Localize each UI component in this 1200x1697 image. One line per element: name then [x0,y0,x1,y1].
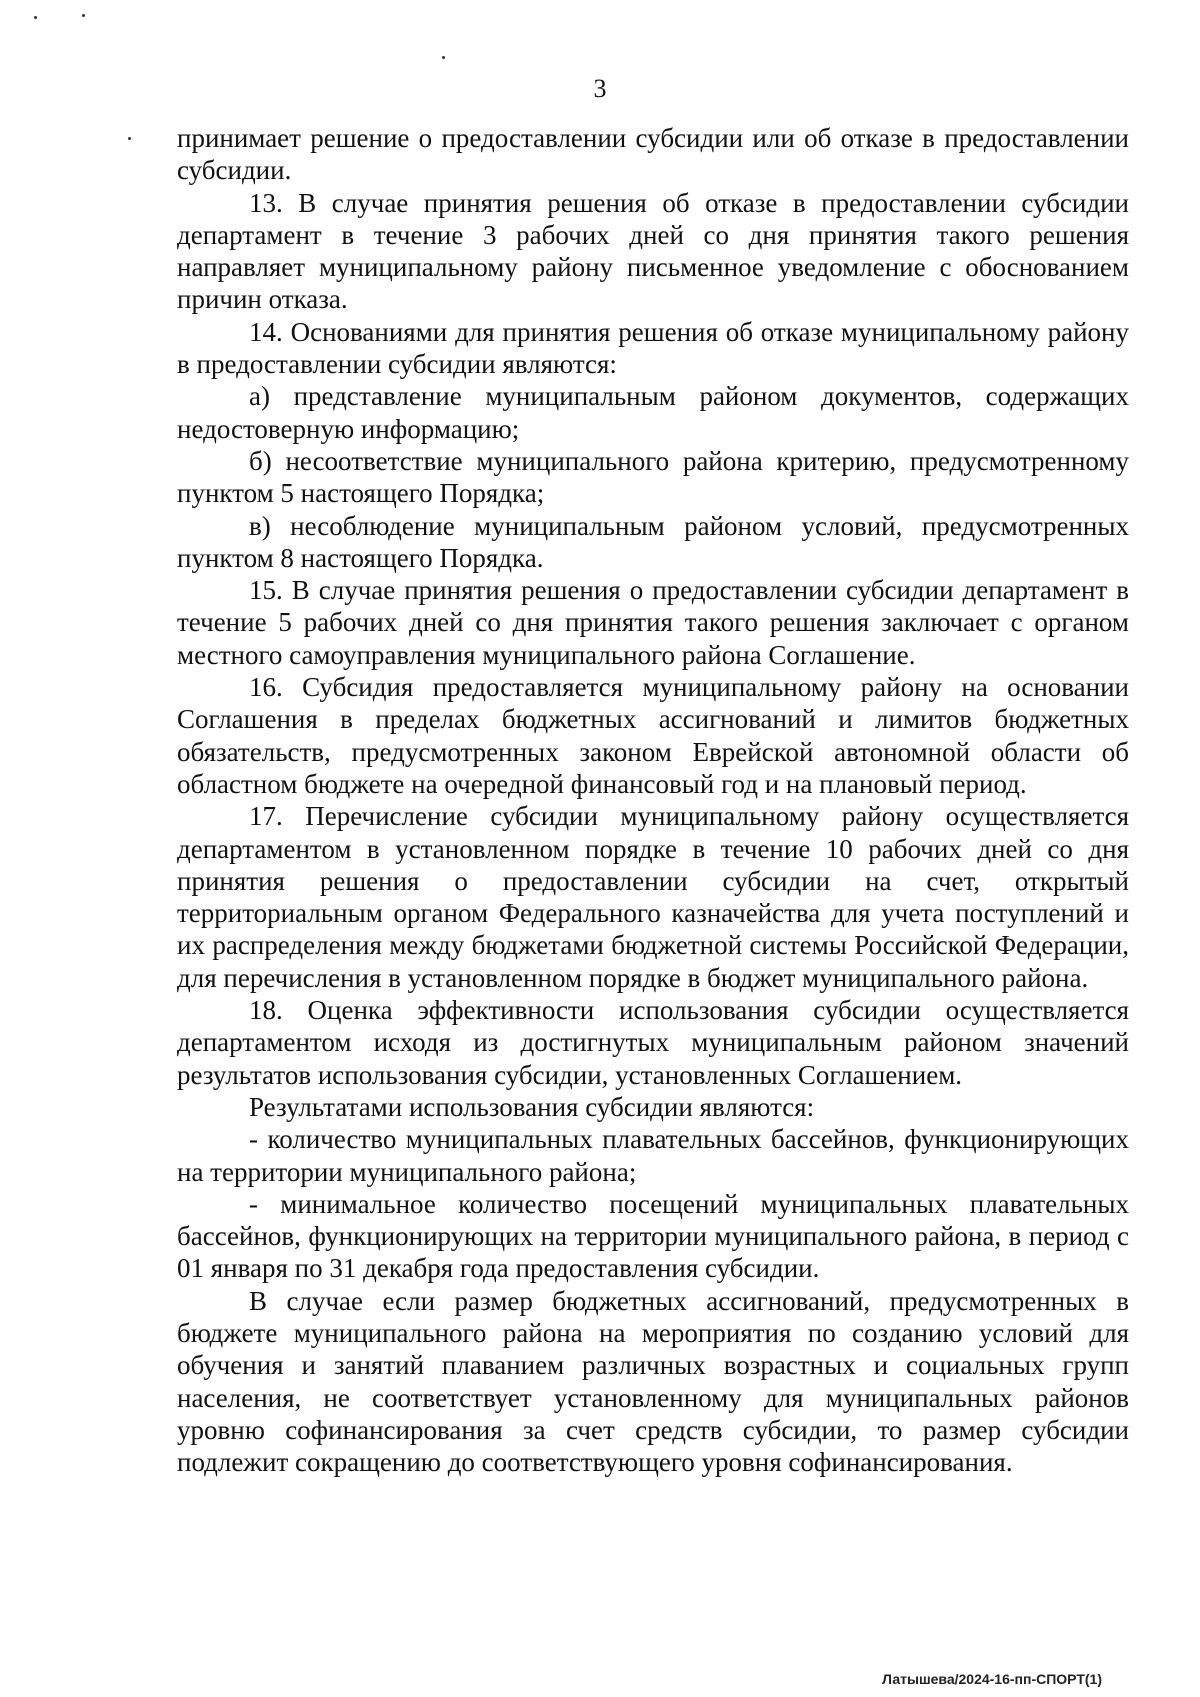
paragraph: - количество муниципальных плавательных бассейнов, функционирующих на территории муниципального района; [177,1124,1129,1187]
paragraph: 13. В случае принятия решения об отказе в предоставлении субсидии департамент в течение 3 рабочих дней со дня принятия такого решения направляет муниципальному району письменное уведомление с обоснованием причин отказа. [177,187,1129,315]
scan-speck [34,16,37,19]
paragraph: 17. Перечисление субсидии муниципальному району осуществляется департаментом в установленном порядке в течение 10 рабочих дней со дня принятия решения о предоставлении субсидии на счет, открытый территориальным органом Федерального казначейства для учета поступлений и их распределения между бюджетами бюджетной системы Российской Федерации, для перечисления в установленном порядке в бюджет муниципального района. [177,801,1129,993]
paragraph: 16. Субсидия предоставляется муниципальному району на основании Соглашения в пределах бюджетных ассигнований и лимитов бюджетных обязательств, предусмотренных законом Еврейской автономной области об областном бюджете на очередной финансовый год и на плановый период. [177,672,1129,799]
paragraph: 14. Основаниями для принятия решения об отказе муниципальному району в предоставлении субсидии являются: [177,316,1129,380]
scan-speck [128,137,131,140]
paragraph: 18. Оценка эффективности использования субсидии осуществляется департаментом исходя из достигнутых муниципальным районом значений результатов использования субсидии, установленных Соглашением. [177,995,1129,1090]
paragraph: в) несоблюдение муниципальным районом условий, предусмотренных пунктом 8 настоящего Порядка. [177,510,1129,573]
document-body [177,122,1129,1478]
scan-speck [82,14,85,17]
document-reference: Латышева/2024-16-пп-СПОРТ(1) [882,1671,1102,1687]
paragraph: а) представление муниципальным районом документов, содержащих недостоверную информацию; [177,381,1129,444]
paragraph: В случае если размер бюджетных ассигнований, предусмотренных в бюджете муниципального района на мероприятия по созданию условий для обучения и занятий плаванием различных возрастных и социальных групп населения, не соответствует установленному для муниципальных районов уровню софинансирования за счет средств субсидии, то размер субсидии подлежит сокращению до соответствующего уровня софинансирования. [177,1285,1129,1478]
paragraph: Результатами использования субсидии являются: [249,1091,815,1122]
page-number: 3 [593,74,607,103]
paragraph: б) несоответствие муниципального района критерию, предусмотренному пунктом 5 настоящего Порядка; [177,445,1129,509]
paragraph: 15. В случае принятия решения о предоставлении субсидии департамент в течение 5 рабочих дней со дня принятия такого решения заключает с органом местного самоуправления муниципального района Соглашение. [177,575,1129,670]
paragraph: принимает решение о предоставлении субсидии или об отказе в предоставлении субсидии. [177,123,1129,186]
paragraph: - минимальное количество посещений муниципальных плавательных бассейнов, функционирующих на территории муниципального района, в период с 01 января по 31 декабря года предоставления субсидии. [177,1188,1129,1284]
scan-speck [442,56,445,59]
